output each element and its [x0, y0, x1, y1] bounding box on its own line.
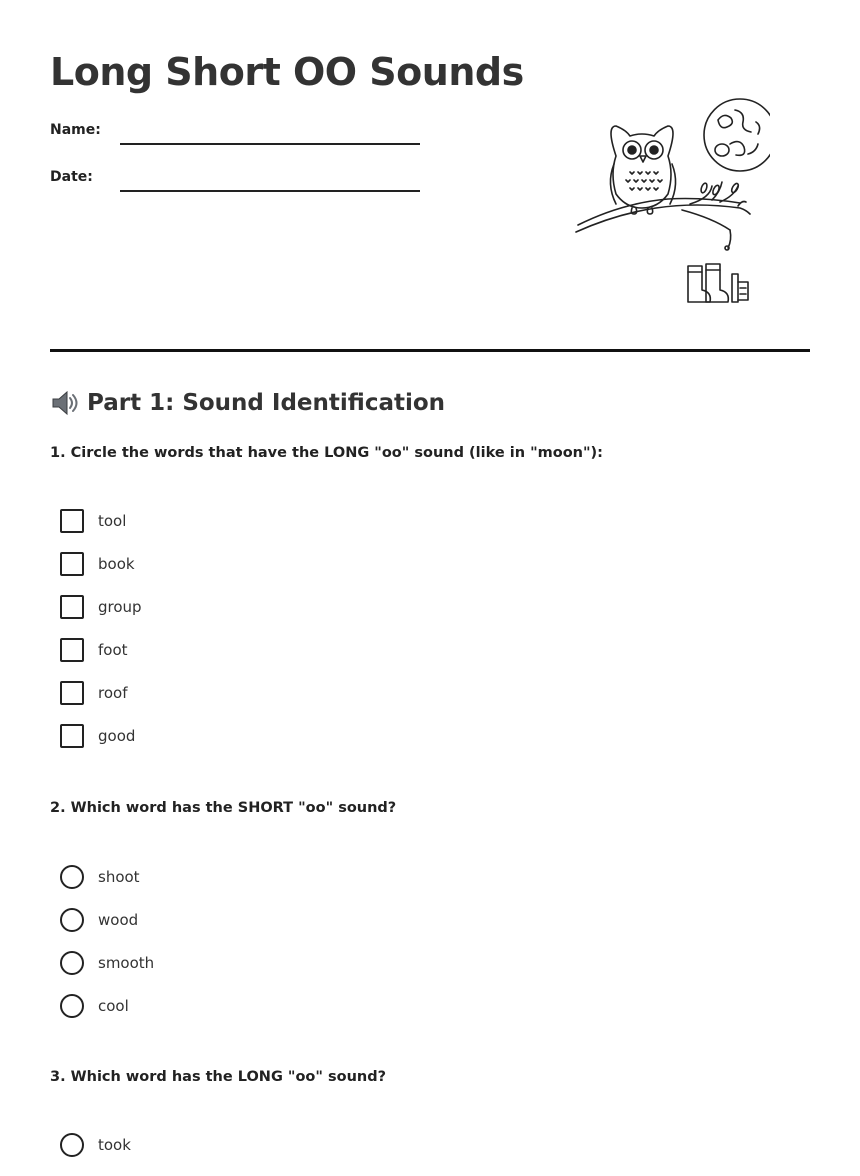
- option-label: cool: [98, 997, 129, 1015]
- question-1-options: [60, 509, 460, 767]
- date-field: [50, 167, 450, 191]
- worksheet-title: Long Short OO Sounds: [50, 50, 524, 94]
- checkbox[interactable]: [60, 595, 84, 619]
- part1-heading: [50, 388, 445, 418]
- option-label: good: [98, 727, 136, 745]
- part1-title: Part 1: Sound Identification: [87, 390, 446, 416]
- checkbox[interactable]: [60, 638, 84, 662]
- header-divider: [50, 349, 810, 352]
- option-roof[interactable]: [60, 681, 460, 724]
- option-foot[interactable]: [60, 638, 460, 681]
- radio-button[interactable]: [60, 908, 84, 932]
- option-took[interactable]: [60, 1133, 460, 1176]
- option-wood[interactable]: [60, 908, 460, 951]
- option-label: foot: [98, 641, 128, 659]
- option-label: smooth: [98, 954, 155, 972]
- boots-icon: [688, 264, 748, 302]
- owl-moon-boots-icon: [570, 92, 770, 314]
- moon-icon: [704, 99, 770, 171]
- owl-icon: [610, 126, 675, 214]
- option-label: tool: [98, 512, 127, 530]
- question-3-text: 3. Which word has the LONG "oo" sound?: [50, 1069, 386, 1085]
- name-field: [50, 120, 450, 144]
- option-book[interactable]: [60, 552, 460, 595]
- radio-button[interactable]: [60, 951, 84, 975]
- name-line[interactable]: [120, 143, 420, 145]
- option-tool[interactable]: [60, 509, 460, 552]
- question-2-options: [60, 865, 460, 1037]
- option-cool[interactable]: [60, 994, 460, 1037]
- date-label: Date:: [50, 169, 93, 185]
- checkbox[interactable]: [60, 681, 84, 705]
- date-line[interactable]: [120, 190, 420, 192]
- checkbox[interactable]: [60, 509, 84, 533]
- option-label: book: [98, 555, 135, 573]
- option-label: roof: [98, 684, 128, 702]
- radio-button[interactable]: [60, 1133, 84, 1157]
- checkbox[interactable]: [60, 552, 84, 576]
- question-3-options: [60, 1133, 460, 1176]
- checkbox[interactable]: [60, 724, 84, 748]
- radio-button[interactable]: [60, 994, 84, 1018]
- option-good[interactable]: [60, 724, 460, 767]
- question-1-text: 1. Circle the words that have the LONG "oo" sound (like in "moon"):: [50, 445, 603, 461]
- option-label: wood: [98, 911, 139, 929]
- question-2-text: 2. Which word has the SHORT "oo" sound?: [50, 800, 397, 816]
- radio-button[interactable]: [60, 865, 84, 889]
- option-group[interactable]: [60, 595, 460, 638]
- name-label: Name:: [50, 122, 101, 138]
- option-shoot[interactable]: [60, 865, 460, 908]
- option-label: shoot: [98, 868, 140, 886]
- branch-icon: [576, 182, 750, 250]
- option-smooth[interactable]: [60, 951, 460, 994]
- option-label: took: [98, 1136, 131, 1154]
- speaker-icon: [50, 388, 80, 418]
- option-label: group: [98, 598, 142, 616]
